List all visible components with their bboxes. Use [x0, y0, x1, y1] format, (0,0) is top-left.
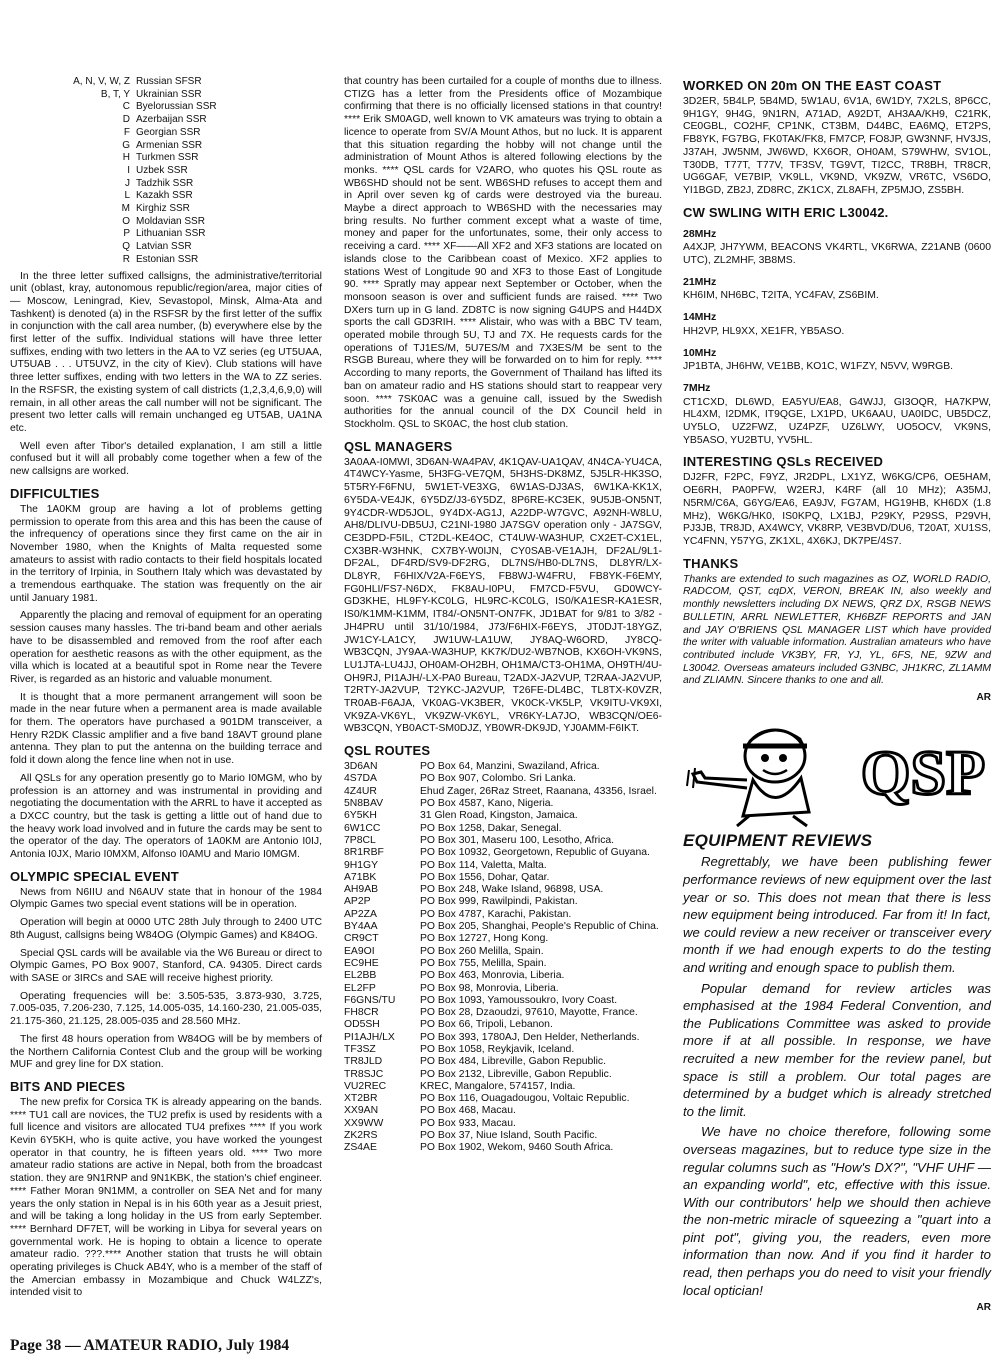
prefix-republic: Moldavian SSR [136, 215, 205, 227]
route-callsign: XT2BR [344, 1093, 378, 1105]
route-address: PO Box 12727, Hong Kong. [420, 933, 549, 945]
route-callsign: CR9CT [344, 933, 379, 945]
route-callsign: XX9AN [344, 1105, 379, 1117]
column-left [10, 76, 322, 1305]
paragraph: Regrettably, we have been publishing fewer performance reviews of new equipment over the last year or so. This does not mean that there is less new equipment being introduced. Far from it! In fact, we could review a new receiver or transceiver every month if we had enough experts to do the testing and writing and enough space to publish them. [683, 854, 991, 975]
prefix-letters: Q [122, 241, 130, 253]
qsp-logo-text: QSP [860, 736, 986, 808]
prefix-republic: Kazakh SSR [136, 190, 193, 202]
route-callsign: 6Y5KH [344, 810, 377, 822]
prefix-republic: Byelorussian SSR [136, 101, 217, 113]
band-calls: HH2VP, HL9XX, XE1FR, YB5ASO. [683, 325, 845, 337]
route-callsign: AP2ZA [344, 908, 377, 920]
route-address: PO Box 66, Tripoli, Lebanon. [420, 1019, 553, 1031]
route-callsign: 4Z4UR [344, 785, 377, 797]
band-calls: CT1CXD, DL6WD, EA5YU/EA8, G4WJJ, GI3OQR, HA7KPW, HL4XM, I2DMK, IT9QGE, LX1PD, UK6AAU, UA0IDC, UB5DCZ, UY5LO, UZ2FWZ, UZ4PZF, UZ6LWY, UO5OCV, VK9NS, YB5ASO, YU2BTU, YV5HL. [683, 396, 991, 446]
band-calls: JP1BTA, JH6HW, VE1BB, KO1C, W1FZY, N5VV, W9RGB. [683, 361, 954, 373]
section-heading-swl: CW SWLING WITH ERIC L30042. [683, 204, 889, 220]
route-address: PO Box 4587, Kano, Nigeria. [420, 798, 554, 810]
route-callsign: 3D6AN [344, 761, 378, 773]
band-heading: 10MHz [683, 346, 717, 359]
route-address: PO Box 37, Niue Island, South Pacific. [420, 1130, 598, 1142]
route-callsign: EL2BB [344, 970, 377, 982]
paragraph: Operation will begin at 0000 UTC 28th July through to 2400 UTC 8th August, callsigns being W84OG (Olympic Games) and K84OG. [10, 917, 322, 941]
route-callsign: A71BK [344, 871, 377, 883]
route-address: PO Box 484, Libreville, Gabon Republic. [420, 1056, 606, 1068]
section-heading-worked: WORKED ON 20m ON THE EAST COAST [683, 78, 942, 93]
paragraph: News from N6IIU and N6AUV state that in honour of the 1984 Olympic Games two special event stations will be in operation. [10, 886, 322, 911]
route-callsign: XX9WW [344, 1117, 384, 1129]
route-address: PO Box 28, Dzaoudzi, 97610, Mayotte, France. [420, 1007, 638, 1019]
band-heading: 28MHz [683, 227, 717, 240]
section-heading-thanks: THANKS [683, 555, 739, 571]
route-address: PO Box 1058, Reykjavik, Iceland. [420, 1043, 575, 1055]
paragraph: The new prefix for Corsica TK is already appearing on the bands. **** TU1 call are novices, the TU2 prefix is used by residents with a full licence and visitors are allocated TU4 prefixes **** If you work Kevin 6Y5KH, who is quite active, you have worked the youngest operator in that country, he is fifteen years old. **** Two more amateur radio stations are active in Nepal, both from the broadcast station. they are 9N1RNP and 9N1KBK, the station's chief engineer. **** Father Moran 9N1MM, a controller on SEA Net and for many years the only station in Nepal is in his 60th year as a Jesuit priest, and will be taking a long holiday in the US from early September. **** Bernhard DF7ET, will be working in Libya for several years on governmental work. He is hoping to obtain a licence to operate amateur radio. ???.**** Another station that trusts he will obtain operating privileges is Chuck AB4Y, who is a member of the staff of the Amercian embassy in Mozambique and Chuck W4LZZ's, intended visit to [10, 1096, 322, 1299]
prefix-republic: Azerbaijan SSR [136, 114, 207, 126]
paragraph: All QSLs for any operation presently go to Mario I0MGM, who by profession is an attorney and was instrumental in providing and negotiating the documentation with the ARRL to have it accepted as a DXCC country, but the task is getting a little out of hand due to the heavy work load involved and in future the cards may be sent to the operator of the day. The operators of 1A0KM are Antonio I0IJ, Antonia I0JX, Mario I0MXM, Alfonso I0AMU and Mario I0MGM. [10, 772, 322, 861]
route-address: PO Box 260 Melilla, Spain. [420, 945, 544, 957]
route-address: PO Box 2132, Libreville, Gabon Republic. [420, 1068, 612, 1080]
column-middle [344, 76, 662, 1155]
route-address: 31 Glen Road, Kingston, Jamaica. [420, 810, 578, 822]
route-address: PO Box 1258, Dakar, Senegal. [420, 822, 562, 834]
route-address: PO Box 10932, Georgetown, Republic of Guyana. [420, 847, 650, 859]
paragraph: The 1A0KM group are having a lot of problems getting permission to operate from this area and this has been the cause of the infrequency of operations since they first came on the air in November 1980, when the Knights of Malta requested some amateurs to assist with radio contacts to their field hospitals located in the territory of Irpinia, in Southern Italy which was devastated by a tremendous earthquake. The station was frequently on the air until January 1981. [10, 503, 322, 604]
paragraph: Apparently the placing and removal of equipment for an operating session causes many hassles. The tri-band beam and other aerials have to be disassembled and removed from the roof after each operation for aesthetic reasons as with the other equipment, as the villa which is located at a beautiful spot in Rome near the Tevere River, is regarded as an historic and valuable monument. [10, 610, 322, 685]
route-address: PO Box 301, Maseru 100, Lesotho, Africa. [420, 834, 615, 846]
prefix-republic: Kirghiz SSR [136, 203, 190, 215]
qsp-logo [855, 734, 991, 810]
route-callsign: OD5SH [344, 1019, 380, 1031]
prefix-republic: Latvian SSR [136, 241, 192, 253]
prefix-letters: O [122, 215, 130, 227]
route-address: PO Box 755, Melilla, Spain. [420, 957, 547, 969]
section-heading-qsl-routes: QSL ROUTES [344, 743, 431, 759]
route-address: PO Box 933, Macau. [420, 1117, 516, 1129]
paragraph: that country has been curtailed for a couple of months due to illness. CTIZG has a letter from the Presidents office of Mozambique confirming that there is no officially licensed stations in that country! **** Erik SM0AGD, well known to VK amateurs was trying to obtain a licence to operate from SV/A Mount Athos, but no luck. It is apparent that this situation regarding the hobby will not change until the administration of Mount Athos is altered following elections by the monks. **** QSL cards for V2ARO, who quotes his QSL route as WB6SHD should not be sent. WB6SHD refuses to accept them and in April over seven kg of cards were destroyed via the bureau. Maybe a direct approach to WB6SHD with the necessaries may bring results. No further comment except what a waste of time, money and paper for the unfortunates, some, their only access to receiving a card. **** XF——All XF2 and XF3 stations are located on islands close to the Caribbean coast of Mexico. XF2 applies to stations West of Longitude 90 and XF3 to those East of Longitude 90. **** Spratly may appear next September or October, when the monsoon season is over and sufficient funds are raised. **** Two DXers turn up in G land. ZD8TC is now signing G4UPS and H44DX sports the call GD3RIH. **** Alistair, who was with a BBC TV team, operated mobile through 5U, TJ and 7X. He requests cards for the operations of TJ1ES/M, 5U7ES/M and 7X3ES/M be sent to the RSGB Bureau, where they will be forwarded on to him for reply. **** According to many reports, the Government of Thailand has lifted its ban on amateur radio and HS stations should start to reappear very soon. **** 7SK0AC was a genuine call, issued by the Swedish authorities for the annual council of the DX Council held in Stockholm. QSL to SK0AC, the host club station. [344, 76, 662, 430]
page-footer: Page 38 — AMATEUR RADIO, July 1984 [10, 1337, 290, 1354]
route-callsign: AP2P [344, 896, 371, 908]
prefix-letters: L [124, 190, 130, 202]
interesting-qsl-list: DJ2FR, F2PC, F9YZ, JR2DPL, LX1YZ, W6KG/CP6, OE5HAM, OE6RH, PA0PFW, W2ERJ, K4RF (all 10 MHz); A35MJ, N5RM/C6A, G6YG/EA6, EA9JV, FG7AM, HG19HB, KH6DX (1.8 MHz), W6KG/HK0, IS0KPQ, LX1BJ, P29KY, P29SS, P29VH, PJ3JB, TR8JD, AX4WCY, VK8RP, VE3BVD/DU6, T20AT, XU1SS, YC4FNN, Y57YG, ZK1XL, 4X6KJ, DK7PE/4S7. [683, 472, 991, 547]
column-right [683, 76, 991, 1315]
paragraph: The first 48 hours operation from W84OG will be by members of the Northern California Contest Club and the group will be working MUF and grey line for DX station. [10, 1033, 322, 1071]
route-address: PO Box 205, Shanghai, People's Republic of China. [420, 921, 659, 933]
route-address: PO Box 64, Manzini, Swaziland, Africa. [420, 761, 600, 773]
cartoon-figure-icon [683, 716, 833, 828]
paragraph: Operating frequencies will be: 3.505-535, 3.873-930, 3.725, 7.005-035, 7.206-230, 7.125, 14.005-035, 14.160-230, 21.005-035, 21.175-360, 21.125, 28.005-035 and 28.560 MHz. [10, 990, 322, 1028]
section-heading-difficulties: DIFFICULTIES [10, 485, 100, 501]
prefix-letters: M [121, 203, 130, 215]
route-address: PO Box 468, Macau. [420, 1105, 516, 1117]
route-callsign: EL2FP [344, 982, 376, 994]
band-calls: A4XJP, JH7YWM, BEACONS VK4RTL, VK6RWA, Z21ANB (0600 UTC), ZL2MHF, 3B8MS. [683, 242, 991, 267]
route-callsign: TR8JLD [344, 1056, 383, 1068]
route-callsign: TR8SJC [344, 1068, 384, 1080]
prefix-letters: F [123, 126, 130, 138]
prefix-letters: J [125, 177, 130, 189]
route-callsign: FH8CR [344, 1007, 379, 1019]
route-callsign: TF3SZ [344, 1043, 376, 1055]
route-address: PO Box 114, Valetta, Malta. [420, 859, 547, 871]
prefix-republic: Lithuanian SSR [136, 228, 206, 240]
route-address: PO Box 907, Colombo. Sri Lanka. [420, 773, 576, 785]
prefix-republic: Armenian SSR [136, 139, 203, 151]
band-calls: KH6IM, NH6BC, T2ITA, YC4FAV, ZS6BIM. [683, 290, 879, 302]
end-mark: AR [976, 692, 991, 704]
qsl-managers-list: 3A0AA-I0MWI, 3D6AN-WA4PAV, 4K1QAV-UA1QAV, 4N4CA-YU4CA, 4T4WCY-Yasme, 5H3FG-VE7QM, 5H3HS-DK8MZ, 5J5LR-HK3SO, 5T5RY-F6FNU, 5W1ET-VE3XG, 6W1AS-DJ3AS, 6W1KA-KK1X, 6Y5DA-VE4JK, 6Y5DZ/J3-6Y5DZ, 8P6RE-KC3EK, 9U5JB-ON5NT, 9Y4CDR-WD5JOL, 9Y4DX-AG1J, A22DP-W7GVC, A92NH-W8LU, AH8/DLIVU-DB5UJ, C21NI-1980 JA7SGV operation only - JA7SGV, CE3DPD-F5IL, CT2DL-KE4OC, CT4UW-WA3HUP, CX2ET-CX1EL, CX3BR-W3HNK, CX7BY-W0IJN, CY0SAB-VE1AJH, DF2AL/9L1-DF2AL, DF4RD/SV9-DF2RG, DL7NS/HB0-DL7NS, DL8YR/LX-DL8YR, F6HIX/V2A-F6EYS, FB8WJ-W4FRU, FB8YK-F6EMY, FG0HLI/FS7-N6DX, FK8AU-I0PU, FM7CD-F5VU, GD0WCY-GD3KHE, HL9FY-KC0LG, HL9RC-KC0LG, IS0/KA1ESR-KA1ESR, IS0/K1MM-K1MM, IT84/-ON5NT-ON7FK, JD1BAT for 9/81 to 3/82 -JH4PRU until 31/10/1984, J73/F6HIX-F6EYS, JT0DJT-18YGZ, JW1CY-LA1CY, JW1UW-LA1UW, JY8AQ-W6ORD, JY8CQ-WB3CQN, JY9AA-WA3HUP, KK7K/DU2-WB7NOB, KX6OH-VK9NS, LU1JTA-LU4JJ, OH0AM-OH2BH, OH1MA/CT3-OH1MA, OH9TH/4U-OH9RJ, PI1AJH/-LX-PA0 Bureau, T2ADX-JA2VUP, T2RAA-JA2VUP, T2RTY-JA2VUP, T2YKC-JA2VUP, T26FE-DL4BC, TL8TX-K0VZR, TR0AB-F6AJA, VK0AG-VK3BER, VK0CK-VK5LP, VK9ITU-VK9XI, VK9ZA-VK6YL, VK9ZW-VK6YL, VR6KY-LA7JO, WB3CQN/OE6-WB3CQN, YB0ACT-SM0DJZ, YB0WR-DK9JD, YJ0AMM-F6IKT. [344, 456, 662, 735]
route-callsign: 4S7DA [344, 773, 377, 785]
prefix-republic: Turkmen SSR [136, 152, 199, 164]
route-callsign: 9H1GY [344, 859, 379, 871]
route-address: PO Box 1556, Dohar, Qatar. [420, 871, 550, 883]
section-heading-bits: BITS AND PIECES [10, 1078, 126, 1094]
route-callsign: PI1AJH/LX [344, 1031, 395, 1043]
paragraph: Popular demand for review articles was emphasised at the 1984 Federal Convention, and the Publications Committee was asked to provide more if at all possible. In response, we have recruited a new member for the review panel, but space is still a problem. Our total pages are determined by a budget which is already stretched to the limit. [683, 980, 991, 1119]
prefix-letters: D [122, 114, 130, 126]
qsp-illustration [683, 713, 991, 831]
route-address: PO Box 116, Ouagadougou, Voltaic Republic. [420, 1093, 630, 1105]
prefix-letters: A, N, V, W, Z [73, 76, 130, 87]
route-callsign: 7P8CL [344, 834, 376, 846]
route-callsign: F6GNS/TU [344, 994, 396, 1006]
route-callsign: 6W1CC [344, 822, 381, 834]
paragraph: Special QSL cards will be available via the W6 Bureau or direct to Olympic Games, PO Box 9007, Stanford, CA. 94305. Direct cards with SASE or 3IRCs and SAE will receive highest priority. [10, 947, 322, 984]
route-address: PO Box 999, Rawilpindi, Pakistan. [420, 896, 578, 908]
prefix-republic: Ukrainian SSR [136, 88, 202, 100]
prefix-letters: G [122, 139, 130, 151]
route-address: PO Box 393, 1780AJ, Den Helder, Netherlands. [420, 1031, 640, 1043]
paragraph: In the three letter suffixed callsigns, the administrative/territorial unit (oblast, kray, autonomous republic/region/area, major cities of — Moscow, Leningrad, Kiev, Sevastopol, Minsk, Alma-Ata and Tashkent) is denoted (a) in the RSFSR by the first letter of the suffix in conjunction with the call area number, (b) everywhere else by the first letter of the suffix. Individual stations will have three letter suffixes, ending with two letters in the AA to VZ series (eg UT5UAA, UT5UAB . . . UT5UVZ, in the city of Kiev). Club stations will have three letter suffixes, ending with two letters in the WA to ZZ series. In the RSFSR, the existing system of call districts (1,2,3,4,6,9,0) will remain, in all other areas the call number will not be significant. The present two letter calls will remain unchanged eg UT5AB, UA1NA etc. [10, 270, 322, 434]
route-address: PO Box 98, Monrovia, Liberia. [420, 982, 559, 994]
paragraph: Well even after Tibor's detailed explanation, I am still a little confused but it will all probably come together when a few of the new callsigns are worked. [10, 440, 322, 478]
prefix-letters: P [123, 228, 130, 240]
section-heading-olympic: OLYMPIC SPECIAL EVENT [10, 868, 179, 884]
prefix-republic: Uzbek SSR [136, 164, 188, 176]
route-address: PO Box 248, Wake Island, 96898, USA. [420, 884, 604, 896]
route-address: PO Box 1902, Wekom, 9460 South Africa. [420, 1142, 614, 1154]
prefix-republic: Tadzhik SSR [136, 177, 194, 189]
route-address: Ehud Zager, 26Raz Street, Raanana, 43356, Israel. [420, 785, 657, 797]
end-mark: AR [976, 1302, 991, 1314]
section-heading-qsl-managers: QSL MANAGERS [344, 438, 453, 454]
prefix-letters: H [122, 152, 130, 164]
route-callsign: AH9AB [344, 884, 379, 896]
worked-list: 3D2ER, 5B4LP, 5B4MD, 5W1AU, 6V1A, 6W1DY, 7X2LS, 8P6CC, 9H1GY, 9H4G, 9N1RN, A71AD, A92DT, AH3AA/KH9, C21RK, CE0GBL, CO2HF, CP1NK, CT3BM, D44BC, EA6MQ, ET2PS, FB8YK, FG7BG, FK0TAK/FK8, FM7CP, FO8JP, GW3NNF, HV3JS, J37AH, JW5NM, JW6WD, KX6OR, OH0AM, S79WHW, SV1OL, T30DB, T77T, T77V, TF3SV, TG9VT, TI2CC, TR8BH, TR8CR, UG6GAF, VE7BIP, VK9LL, VK9ND, VK9ZW, VR6TC, VS6DO, YI1BGD, ZB2J, ZD8RC, ZK1CX, ZL8AFH, ZP5MJO, ZS5BH. [683, 96, 991, 196]
prefix-letters: C [122, 101, 130, 113]
qsl-routes-table [344, 761, 662, 1155]
paragraph: It is thought that a more permanent arrangement will soon be made in the near future when a permanent area is made available for them. The operators have purchased a 901DM transceiver, a Henry R2DK Classic amplifier and a five band 18AVT ground plane antenna. They plan to put the antenna on the building terrace and fold it down along the fence line when not in use. [10, 691, 322, 767]
section-heading-equipment: EQUIPMENT REVIEWS [683, 830, 873, 850]
route-callsign: BY4AA [344, 921, 378, 933]
route-callsign: 5N8BAV [344, 798, 384, 810]
route-callsign: VU2REC [344, 1080, 387, 1092]
prefix-table [10, 76, 322, 267]
route-address: PO Box 463, Monrovia, Liberia. [420, 970, 565, 982]
prefix-republic: Georgian SSR [136, 126, 201, 138]
route-callsign: ZS4AE [344, 1142, 377, 1154]
route-callsign: EA9OI [344, 945, 375, 957]
route-callsign: ZK2RS [344, 1130, 378, 1142]
prefix-republic: Russian SFSR [136, 76, 202, 87]
route-address: PO Box 4787, Karachi, Pakistan. [420, 908, 572, 920]
route-callsign: EC9HE [344, 957, 379, 969]
thanks-text: Thanks are extended to such magazines as OZ, WORLD RADIO, RADCOM, QST, cqDX, VERON, BREAK IN, also weekly and monthly newsletters including DX NEWS, QRZ DX, RSGB NEWS BULLETIN, ARRL NEWLETTER, KH6BZF REPORTS and JAN and JAY O'BRIENS QSL MANAGER LIST which have provided the writer with valuable information. Australian amateurs who have contributed include VK3BY, FR, YJ, YL, 6FS, NE, 9ZW and L30042. Overseas amateurs included G3NBC, JH1KRC, ZL1AMM and ZLIAMN. Sincere thanks to one and all. [683, 573, 991, 687]
route-address: KREC, Mangalore, 574157, India. [420, 1080, 576, 1092]
paragraph: We have no choice therefore, following some overseas magazines, but to reduce type size in the regular columns such as "How's DX?", "VHF UHF — an expanding world", etc, effective with this issue. With our contributors' help we should then achieve the non-metric miracle of squeezing a "quart into a pint pot", giving you, the readers, even more information than now. And if you find it harder to read, then perhaps you do need to visit your friendly local optician! [683, 1124, 991, 1298]
section-heading-interesting: INTERESTING QSLs RECEIVED [683, 454, 884, 470]
route-callsign: 8R1RBF [344, 847, 384, 859]
route-address: PO Box 1093, Yamoussoukro, Ivory Coast. [420, 994, 618, 1006]
prefix-letters: R [122, 253, 130, 265]
band-heading: 14MHz [683, 311, 717, 324]
band-heading: 7MHz [683, 381, 711, 394]
band-heading: 21MHz [683, 275, 717, 288]
prefix-letters: B, T, Y [100, 88, 130, 100]
prefix-republic: Estonian SSR [136, 253, 199, 265]
prefix-letters: I [127, 164, 130, 176]
